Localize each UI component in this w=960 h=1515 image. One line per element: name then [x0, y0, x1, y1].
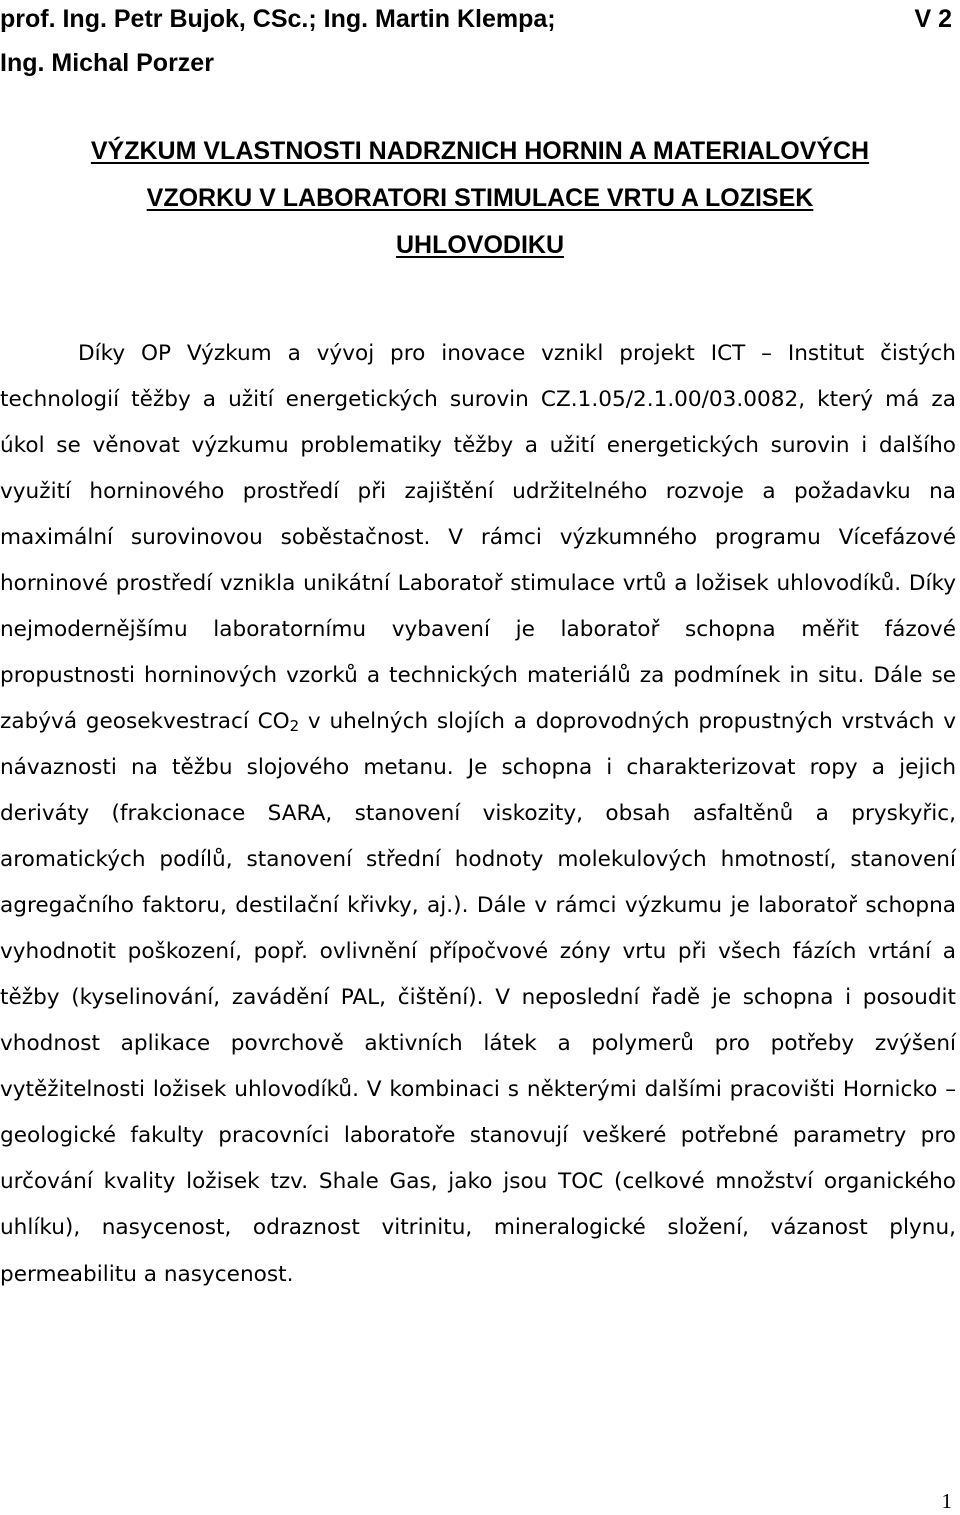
- body-text-part-1: Díky OP Výzkum a vývoj pro inovace vznikl projekt ICT – Institut čistých technologií těžby a užití energetických surovin CZ.1.05/2.1.00/03.0082, který má za úkol se věnovat výzkumu problematiky těžby a užití energetických surovin i dalšího využití horninového prostředí při zajištění udržitelného rozvoje a požadavku na maximální surovinovou soběstačnost. V rámci výzkumného programu Vícefázové horninové prostředí vznikla unikátní Laboratoř stimulace vrtů a ložisek uhlovodíků. Díky nejmodernějšímu laboratornímu vybavení je laboratoř schopna měřit fázové propustnosti horninových vzorků a technických materiálů za podmínek in situ. Dále se zabývá geosekvestrací CO: [0, 340, 956, 734]
- author-line-1: [0, 0, 960, 41]
- title-line-3: UHLOVODIKU: [395, 231, 565, 259]
- title-line-2: VZORKU V LABORATORI STIMULACE VRTU A LOZISEK: [146, 184, 814, 212]
- document-title: [0, 128, 960, 269]
- page-number: 1: [941, 1489, 952, 1513]
- body-paragraph: [0, 331, 956, 1298]
- body-text-part-2: v uhelných slojích a doprovodných propustných vrstvách v návaznosti na těžbu slojového metanu. Je schopna i charakterizovat ropy a jejich deriváty (frakcionace SARA, stanovení viskozity, obsah asfaltěnů a pryskyřic, aromatických podílů, stanovení střední hodnoty molekulových hmotností, stanovení agregačního faktoru, destilační křivky, aj.). Dále v rámci výzkumu je laboratoř schopna vyhodnotit poškození, popř. ovlivnění přípočvové zóny vrtu při všech fázích vrtání a těžby (kyselinování, zavádění PAL, čištění). V neposlední řadě je schopna i posoudit vhodnost aplikace povrchově aktivních látek a polymerů pro potřeby zvýšení vytěžitelnosti ložisek uhlovodíků. V kombinaci s některými dalšími pracovišti Hornicko – geologické fakulty pracovníci laboratoře stanovují veškeré potřebné parametry pro určování kvality ložisek tzv. Shale Gas, jako jsou TOC (celkové množství organického uhlíku), nasycenost, odraznost vitrinitu, mineralogické složení, vázanost plynu, permeabilitu a nasycenost.: [0, 708, 956, 1287]
- document-code: V 2: [914, 5, 952, 33]
- co2-subscript: 2: [289, 716, 300, 735]
- authors-text: prof. Ing. Petr Bujok, CSc.; Ing. Martin Klempa;: [0, 5, 556, 33]
- author-line-2: Ing. Michal Porzer: [0, 49, 214, 77]
- title-line-1: VÝZKUM VLASTNOSTI NADRZNICH HORNIN A MATERIALOVÝCH: [90, 137, 870, 165]
- author-header: [0, 0, 960, 85]
